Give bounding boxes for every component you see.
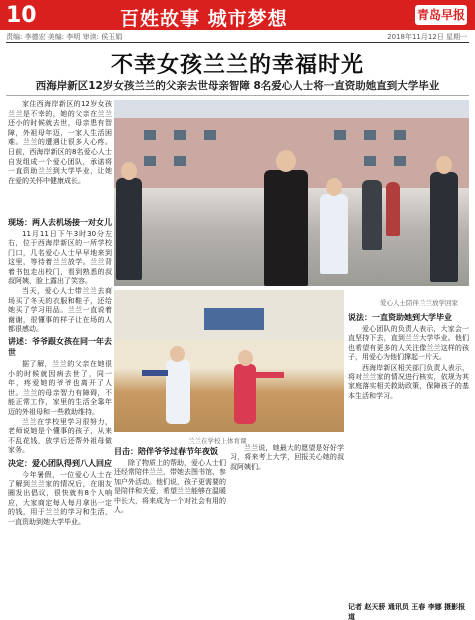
byline: 记者 赵天骄 通讯员 王春 李娜 摄影报道 <box>348 603 466 620</box>
head <box>238 350 253 366</box>
paragraph: 兰兰说，她最大的愿望是好好学习，将来考上大学，回报关心她的叔叔阿姨们。 <box>230 444 344 471</box>
head <box>170 346 185 362</box>
window <box>394 156 406 166</box>
head <box>276 150 296 172</box>
photo-school-gate <box>114 100 469 286</box>
arm <box>142 370 168 376</box>
police-officer <box>430 172 458 282</box>
column-title: 百姓故事 城市梦想 <box>120 8 288 30</box>
arm <box>254 372 284 378</box>
meta-line <box>0 30 475 42</box>
girl-in-white <box>166 360 190 424</box>
window <box>144 130 156 140</box>
subheadline: 西海岸新区12岁女孩兰兰的父亲去世母亲智障 8名爱心人士将一直资助她直到大学毕业 <box>35 80 440 92</box>
section-title: 说法：一直资助她到大学毕业 <box>348 313 452 322</box>
photo-caption: 兰兰在学校上体育课 <box>188 437 247 445</box>
man-in-black-coat <box>264 170 308 286</box>
wall-poster <box>204 308 264 330</box>
article-column <box>114 444 226 516</box>
police-officer <box>116 178 142 280</box>
paragraph: 11月11日下午3时30分左右，位于西海岸新区的一所学校门口，几名爱心人士早早地来到这里，等待着兰兰放学。兰兰背着书包走出校门，看到熟悉的叔叔阿姨，脸上露出了笑容。 <box>8 230 112 286</box>
section-title: 目击：陪伴爷爷过春节年夜饭 <box>114 447 218 456</box>
page-number: 10 <box>6 3 37 28</box>
section-title: 现场：两人去机场接一对女儿 <box>8 218 112 227</box>
girl-in-red <box>234 364 256 424</box>
paragraph: 爱心团队的负责人表示，大家会一直坚持下去，直到兰兰大学毕业。他们也希望有更多的人关注像兰兰这样的孩子，用爱心为他们撑起一片天。 <box>348 325 469 362</box>
photo-caption: 爱心人士陪伴兰兰放学回家 <box>380 299 458 307</box>
section-title: 讲述：爷爷跟女孩在同一年去世 <box>8 337 112 358</box>
girl-in-school-uniform <box>320 194 348 274</box>
newspaper-logo: 青岛早报 <box>415 5 467 25</box>
head <box>121 162 137 180</box>
window <box>334 130 346 140</box>
window <box>174 156 186 166</box>
photo-gym-class <box>114 290 344 432</box>
passerby <box>362 180 382 250</box>
window <box>364 130 376 140</box>
editor-credits: 责编: 李德宏 美编: 李明 审读: 侯玉娟 <box>6 33 123 41</box>
divider <box>6 95 469 96</box>
head <box>436 156 452 174</box>
paragraph: 西海岸新区相关部门负责人表示，将对兰兰家的情况进行核实，依规为其家庭落实相关救助政策，保障孩子的基本生活和学习。 <box>348 363 469 400</box>
lead-paragraph: 家住西海岸新区的12岁女孩兰兰是不幸的，她的父亲在兰兰还小的时候就去世，母亲患有智障，外祖母年迈，一家人生活困难。兰兰的遭遇让很多人心疼。日前，西海岸新区的8名爱心人士自发组成一个爱心团队，承诺将一直资助兰兰到大学毕业，让她在爱的关怀中健康成长。 <box>8 100 112 185</box>
masthead <box>0 0 475 30</box>
divider <box>6 42 469 43</box>
window <box>204 130 216 140</box>
issue-date: 2018年11月12日 星期一 <box>387 33 467 41</box>
article-column <box>230 444 344 473</box>
headline: 不幸女孩兰兰的幸福时光 <box>110 53 364 78</box>
head <box>326 178 342 196</box>
passerby <box>386 182 400 236</box>
paragraph: 兰兰在学校里学习很努力，老师说她是个懂事的孩子，从来不乱花钱，放学后还帮外祖母做家务。 <box>8 417 112 455</box>
article-column <box>8 215 112 528</box>
window <box>144 156 156 166</box>
paragraph: 除了物质上的帮助，爱心人士们还经常陪伴兰兰，带她去图书馆、参加户外活动。他们说，孩子更需要的是陪伴和关爱，希望兰兰能够在温暖中长大，将来成为一个对社会有用的人。 <box>114 459 226 515</box>
paragraph: 当天，爱心人士带兰兰去商场买了冬天的衣服和鞋子，还给她买了学习用品。兰兰一直说着谢谢，很懂事的样子让在场的人都很感动。 <box>8 287 112 334</box>
window <box>394 130 406 140</box>
article-column <box>348 310 469 402</box>
section-title: 决定：爱心团队得到八人回应 <box>8 458 112 468</box>
paragraph: 今年暑假，一位爱心人士在了解到兰兰家的情况后，在朋友圈发出倡议，很快就有8个人响应，大家商定每人每月拿出一定的钱，用于兰兰的学习和生活，一直资助到她大学毕业。 <box>8 470 112 526</box>
window <box>174 130 186 140</box>
paragraph: 据了解，兰兰的父亲在她很小的时候就因病去世了，同一年，疼爱她的爷爷也离开了人世。兰兰的母亲智力有障碍，不能正常工作，家里的生活全靠年迈的外祖母和一些救助维持。 <box>8 360 112 416</box>
window <box>364 156 376 166</box>
